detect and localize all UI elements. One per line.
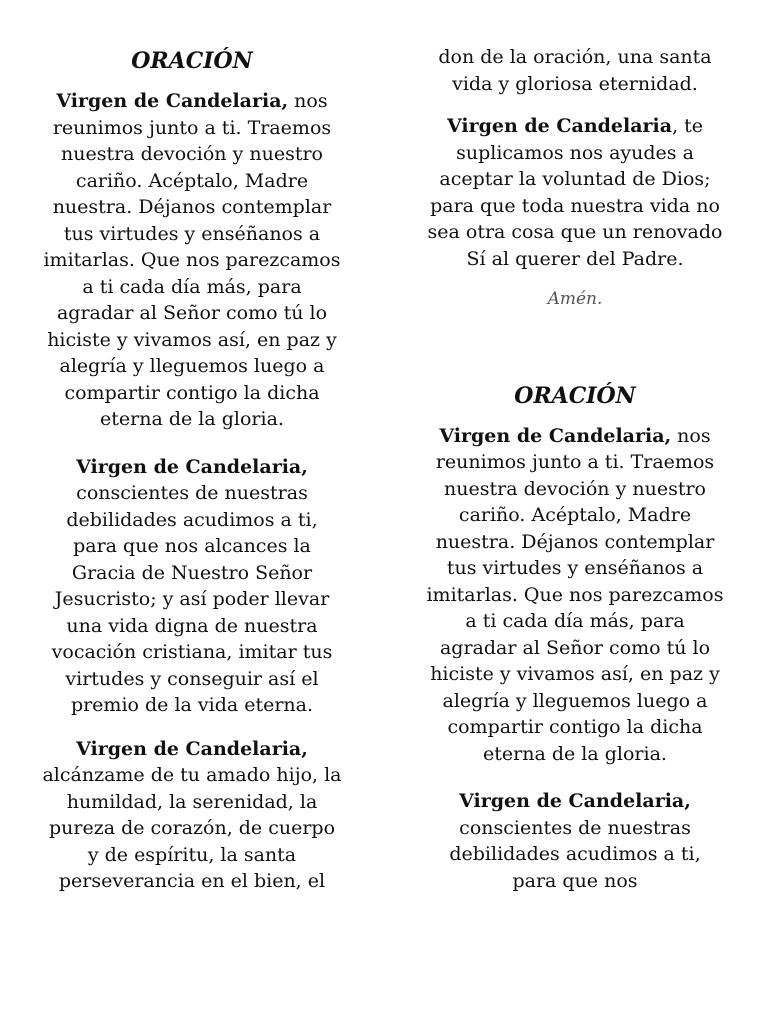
prayer-title: ORACIÓN — [131, 48, 253, 74]
paragraph-text: alcánzame de tu amado hijo, la humildad, la serenidad, la pureza de corazón, de cuerpo y de espíritu, la santa perseverancia en el bien, el — [42, 764, 342, 892]
prayer-paragraph-continued: don de la oración, una santa vida y gloriosa eternidad. — [438, 46, 712, 95]
prayer-paragraph-1 — [42, 88, 342, 433]
prayer-paragraph-4 — [425, 113, 725, 272]
prayer-paragraph-1 — [425, 423, 725, 768]
prayer-paragraph-2 — [425, 788, 725, 894]
paragraph-lead: Virgen de Candelaria, — [76, 737, 308, 760]
prayer-title: ORACIÓN — [514, 382, 636, 409]
right-column — [425, 0, 725, 894]
paragraph-text: conscientes de nuestras debilidades acudimos a ti, para que nos alcances la Gracia de Nuestro Señor Jesucristo; y así poder llevar una vida digna de nuestra vocación cristiana, imitar tus virtudes y conseguir así el premio de la vida eterna. — [51, 482, 333, 716]
paragraph-lead: Virgen de Candelaria, — [439, 424, 672, 447]
paragraph-text: , te suplicamos nos ayudes a aceptar la voluntad de Dios; para que toda nuestra vida no sea otra cosa que un renovado Sí al querer del Padre. — [427, 115, 723, 270]
paragraph-text: nos reunimos junto a ti. Traemos nuestra devoción y nuestro cariño. Acéptalo, Madre nuestra. Déjanos contemplar tus virtudes y enséñanos a imitarlas. Que nos parezcamos a ti cada día más, para agradar al Señor como tú lo hiciste y vivamos así, en paz y alegría y lleguemos luego a compartir contigo la dicha eterna de la gloria. — [43, 90, 341, 430]
prayer-paragraph-2 — [42, 454, 342, 719]
paragraph-lead: Virgen de Candelaria, — [76, 455, 308, 478]
paragraph-lead: Virgen de Candelaria, — [459, 790, 691, 812]
amen-text: Amén. — [547, 289, 603, 309]
paragraph-text: conscientes de nuestras debilidades acudimos a ti, para que nos — [449, 816, 701, 892]
left-column — [42, 0, 342, 895]
prayer-paragraph-3 — [42, 736, 342, 895]
paragraph-lead: Virgen de Candelaria, — [56, 90, 289, 112]
paragraph-lead: Virgen de Candelaria — [446, 115, 673, 137]
paragraph-text: nos reunimos junto a ti. Traemos nuestra devoción y nuestro cariño. Acéptalo, Madre nuestra. Déjanos contemplar tus virtudes y enséñanos a imitarlas. Que nos parezcamos a ti cada día más, para agradar al Señor como tú lo hiciste y vivamos así, en paz y alegría y lleguemos luego a compartir contigo la dicha eterna de la gloria. — [426, 424, 724, 765]
